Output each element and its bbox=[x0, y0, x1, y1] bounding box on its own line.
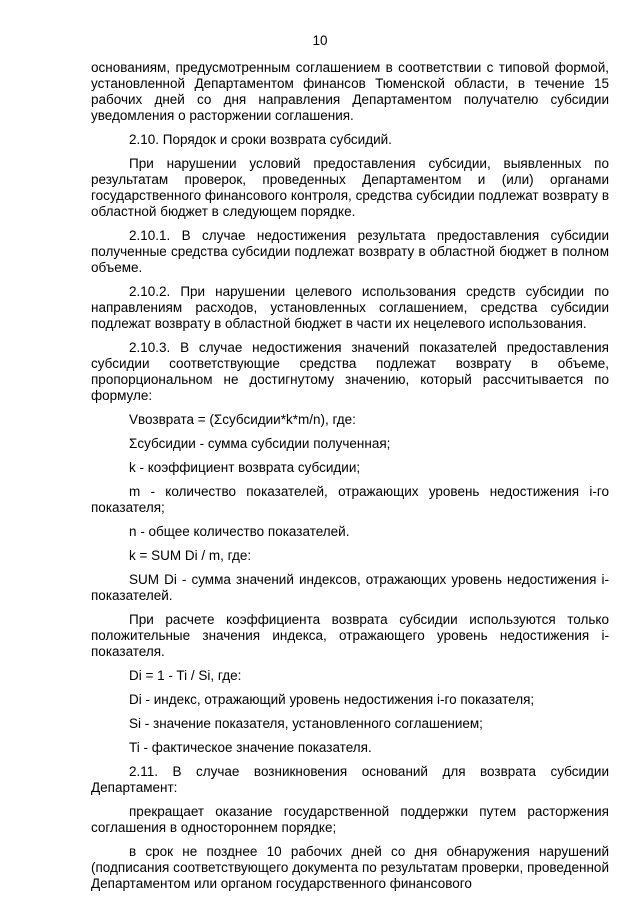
formula-definition: Σсубсидии - сумма субсидии полученная; bbox=[129, 436, 391, 451]
formula-di: Di = 1 - Ti / Si, где: bbox=[129, 668, 242, 683]
list-item: в срок не позднее 10 рабочих дней со дня обнаружения нарушений (подписания соответствующего документа по результатам проверки, проведенной Департаментом или органом государственного финансового bbox=[91, 844, 609, 891]
formula-definition: n - общее количество показателей. bbox=[129, 524, 350, 539]
clause-2-10-3: 2.10.3. В случае недостижения значений показателей предоставления субсидии соответствующие средства подлежат возврату в объеме, пропорциональном не достигнутому значению, который рассчитывается по формуле: bbox=[91, 340, 609, 403]
formula-k: k = SUM Di / m, где: bbox=[129, 548, 252, 563]
formula-definition: SUM Di - сумма значений индексов, отражающих уровень недостижения i-показателей. bbox=[91, 572, 609, 603]
clause-2-10-2: 2.10.2. При нарушении целевого использования средств субсидии по направлениям расходов, установленных соглашением, средства субсидии подлежат возврату в областной бюджет в части их нецелевого использования. bbox=[91, 284, 609, 331]
formula-v-return: Vвозврата = (Σсубсидии*k*m/n), где: bbox=[129, 412, 356, 427]
clause-2-11: 2.11. В случае возникновения оснований для возврата субсидии Департамент: bbox=[91, 764, 609, 795]
section-heading-2-10: 2.10. Порядок и сроки возврата субсидий. bbox=[129, 132, 392, 147]
list-item: прекращает оказание государственной поддержки путем расторжения соглашения в одностороннем порядке; bbox=[91, 804, 609, 835]
formula-definition: k - коэффициент возврата субсидии; bbox=[129, 460, 361, 475]
page-number: 10 bbox=[312, 33, 328, 48]
formula-definition: Ti - фактическое значение показателя. bbox=[129, 740, 372, 755]
clause-2-10-1: 2.10.1. В случае недостижения результата предоставления субсидии полученные средства субсидии подлежат возврату в областной бюджет в полном объеме. bbox=[91, 228, 609, 275]
paragraph: При расчете коэффициента возврата субсидии используются только положительные значения индекса, отражающего уровень недостижения i-показателя. bbox=[91, 612, 609, 659]
paragraph-continuation: основаниям, предусмотренным соглашением в соответствии с типовой формой, установленной Департаментом финансов Тюменской области, в течение 15 рабочих дней со дня направления Департаментом получателю субсидии уведомления о расторжении соглашения. bbox=[91, 60, 609, 123]
paragraph: При нарушении условий предоставления субсидии, выявленных по результатам проверок, проведенных Департаментом и (или) органами государственного финансового контроля, средства субсидии подлежат возврату в областной бюджет в следующем порядке. bbox=[91, 156, 609, 219]
formula-definition: Si - значение показателя, установленного соглашением; bbox=[129, 716, 483, 731]
document-body bbox=[91, 60, 609, 892]
formula-definition: Di - индекс, отражающий уровень недостижения i-го показателя; bbox=[129, 692, 535, 707]
formula-definition: m - количество показателей, отражающих уровень недостижения i-го показателя; bbox=[91, 484, 609, 515]
